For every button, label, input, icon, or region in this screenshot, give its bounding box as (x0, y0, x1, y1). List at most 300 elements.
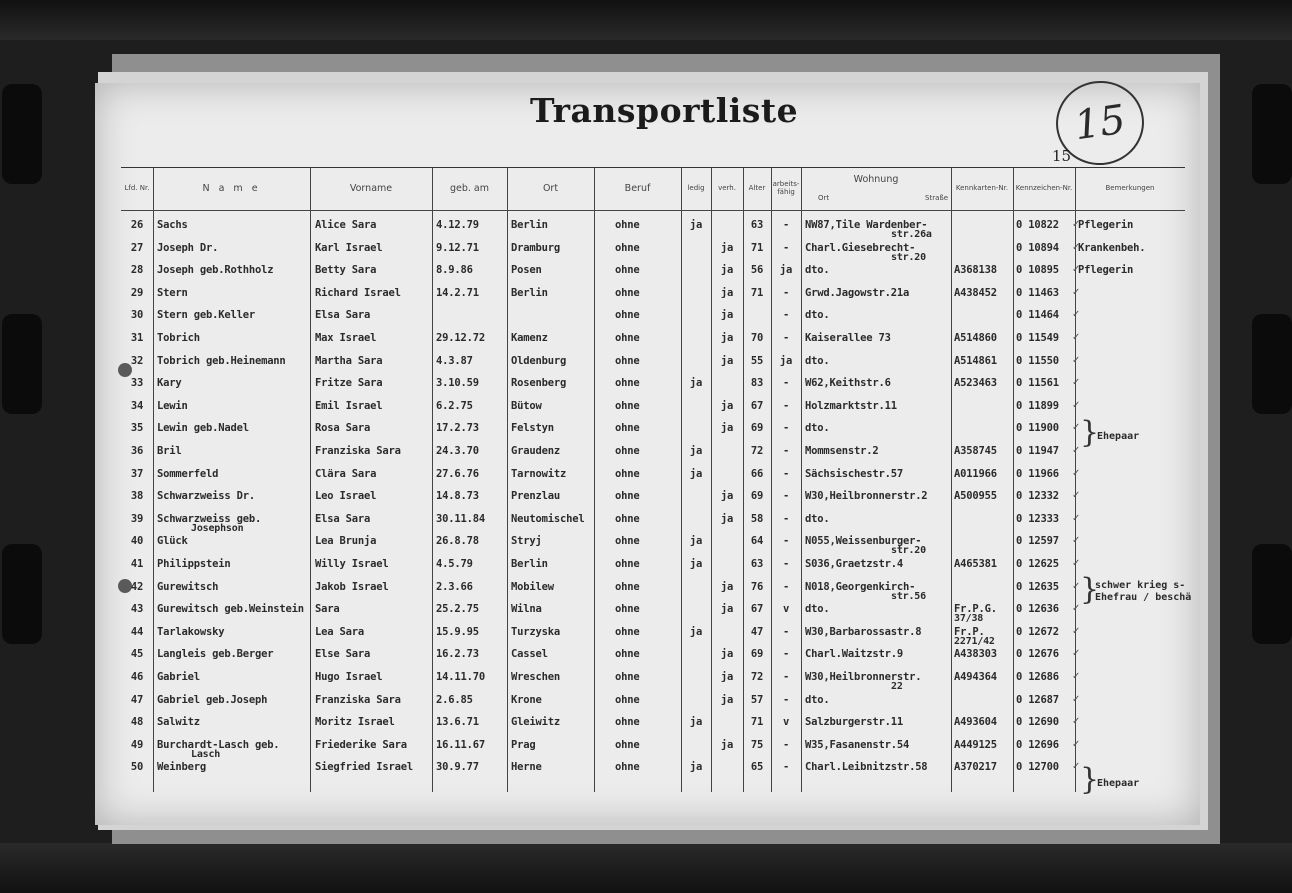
cell-ort: Neutomischel (511, 512, 585, 525)
cell-verh (711, 530, 743, 553)
cell-wohnung: W30,Barbarossastr.8 (805, 625, 922, 638)
cell-bem (1078, 463, 1185, 486)
table-row (121, 530, 1185, 557)
cell-wohnung2: str.26a (891, 229, 932, 240)
cell-kk (954, 304, 1013, 327)
cell-nr: 43 (130, 603, 144, 616)
cell-kz: 0 11463 (1016, 286, 1059, 299)
table-row (121, 282, 1185, 305)
cell-ort: Dramburg (511, 241, 560, 254)
cell-wohnung: dto. (805, 264, 830, 277)
cell-verh: ja (720, 286, 734, 299)
cell-ledig (681, 643, 711, 666)
cell-verh: ja (720, 422, 734, 435)
cell-name: Lewin geb.Nadel (157, 422, 249, 435)
cell-wohnung2: str.56 (891, 590, 926, 602)
cell-bem (1078, 372, 1185, 395)
header-arbeitsfaehig: arbeits-fähig (772, 180, 800, 196)
cell-wohnung: dto. (805, 693, 830, 706)
cell-name: Philippstein (157, 558, 231, 570)
cell-vorname: Hugo Israel (315, 671, 383, 683)
cell-wohnung: W30,Heilbronnerstr. (805, 671, 922, 683)
cell-ledig (681, 350, 711, 373)
cell-nr: 30 (130, 309, 144, 322)
cell-nr: 36 (130, 445, 144, 457)
cell-name: Lewin (157, 399, 188, 412)
cell-kz: 0 12686 (1016, 671, 1059, 683)
cell-name: Joseph Dr. (157, 241, 219, 254)
cell-af: - (782, 535, 790, 548)
check-tick-icon: ✓ (1072, 671, 1081, 682)
cell-kk (954, 530, 1013, 553)
header-name: N a m e (202, 182, 261, 194)
cell-vorname: Franziska Sara (315, 693, 401, 706)
sprocket-hole (1252, 314, 1292, 414)
cell-kk (954, 214, 1013, 237)
sprocket-hole (1252, 84, 1292, 184)
check-tick-icon: ✓ (1072, 286, 1081, 298)
check-tick-icon: ✓ (1072, 738, 1081, 750)
sprocket-hole (1252, 544, 1292, 644)
cell-kz: 0 11561 (1016, 377, 1059, 390)
cell-af: v (782, 716, 790, 729)
cell-ort: Gleiwitz (511, 716, 560, 729)
cell-ort: Mobilew (511, 580, 554, 593)
cell-verh: ja (720, 603, 734, 616)
cell-alter: 57 (750, 693, 764, 706)
cell-vorname: Sara (315, 603, 340, 616)
cell-nr: 41 (130, 558, 144, 570)
cell-name: Schwarzweiss Dr. (157, 490, 255, 503)
check-tick-icon: ✓ (1072, 467, 1081, 479)
cell-bem (1078, 304, 1185, 327)
cell-vorname: Else Sara (315, 648, 371, 661)
cell-vorname: Clära Sara (315, 467, 377, 480)
cell-kz: 0 11464 (1016, 309, 1059, 322)
cell-kk: A358745 (954, 445, 997, 457)
cell-name: Weinberg (157, 761, 206, 774)
cell-bem (1078, 689, 1185, 712)
cell-af: - (782, 219, 790, 231)
cell-kz: 0 12636 (1016, 603, 1059, 616)
cell-wohnung: N018,Georgenkirch- (805, 580, 916, 593)
cell-vorname: Emil Israel (315, 399, 383, 412)
header-ort: Ort (542, 182, 559, 194)
cell-ledig: ja (689, 445, 703, 457)
cell-geb: 3.10.59 (436, 377, 479, 390)
cell-verh (711, 372, 743, 395)
header-kennzeichen: Kennzeichen-Nr. (1015, 184, 1073, 193)
check-tick-icon: ✓ (1072, 535, 1081, 547)
cell-vorname: Friederike Sara (315, 738, 407, 751)
cell-beruf: ohne (615, 558, 640, 570)
cell-alter: 58 (750, 512, 764, 525)
sprocket-hole (2, 84, 42, 184)
cell-bem (1078, 395, 1185, 418)
bracket-note: schwer krieg s- (1095, 580, 1186, 591)
cell-alter: 69 (750, 490, 764, 503)
cell-bem (1078, 643, 1185, 666)
bracket-note: Ehepaar (1097, 431, 1140, 442)
cell-kk: A449125 (954, 738, 997, 751)
cell-ort: Posen (511, 264, 542, 277)
cell-kz: 0 12333 (1016, 512, 1059, 525)
cell-alter: 65 (750, 761, 764, 774)
cell-alter: 63 (750, 219, 764, 231)
cell-beruf: ohne (615, 309, 640, 322)
cell-beruf: ohne (615, 241, 640, 254)
check-tick-icon: ✓ (1072, 580, 1081, 592)
cell-geb: 4.3.87 (436, 354, 473, 367)
check-tick-icon: ✓ (1072, 445, 1081, 456)
cell-beruf: ohne (615, 603, 640, 616)
check-tick-icon: ✓ (1072, 648, 1081, 660)
cell-kk: A011966 (954, 467, 997, 480)
cell-af: - (782, 309, 790, 322)
cell-name: Joseph geb.Rothholz (157, 264, 274, 277)
header-wohnung-strasse: Straße (925, 194, 949, 202)
cell-nr: 39 (130, 512, 144, 525)
cell-nr: 47 (130, 693, 144, 706)
cell-nr: 37 (130, 467, 144, 480)
cell-ort: Turzyska (511, 625, 560, 638)
cell-wohnung: dto. (805, 309, 830, 322)
cell-kk: A465381 (954, 558, 997, 570)
cell-wohnung: Charl.Leibnitzstr.58 (805, 761, 928, 774)
check-tick-icon: ✓ (1072, 332, 1081, 343)
table-row (121, 666, 1185, 692)
cell-vorname: Max Israel (315, 332, 377, 344)
cell-beruf: ohne (615, 399, 640, 412)
bracket-note: Ehepaar (1097, 778, 1140, 789)
check-tick-icon: ✓ (1072, 399, 1081, 411)
cell-alter (743, 304, 771, 327)
cell-nr: 38 (130, 490, 144, 503)
cell-beruf: ohne (615, 671, 640, 683)
cell-name: Kary (157, 377, 182, 390)
film-strip-bottom (0, 843, 1292, 893)
table-row (121, 598, 1185, 625)
cell-nr: 27 (130, 241, 144, 254)
cell-kz: 0 10894 (1016, 241, 1059, 254)
header-vorname: Vorname (349, 182, 393, 194)
cell-geb: 14.11.70 (436, 671, 485, 683)
sprocket-hole (2, 544, 42, 644)
cell-bem (1078, 530, 1185, 553)
table-row (121, 214, 1185, 240)
check-tick-icon: ✓ (1072, 558, 1081, 569)
cell-kk (954, 237, 1013, 260)
cell-kz: 0 12635 (1016, 580, 1059, 593)
cell-vorname: Betty Sara (315, 264, 377, 277)
check-tick-icon: ✓ (1072, 264, 1081, 276)
cell-af: - (782, 580, 790, 593)
cell-alter: 71 (750, 286, 764, 299)
cell-beruf: ohne (615, 332, 640, 344)
cell-bem: Pflegerin (1078, 219, 1134, 231)
cell-vorname: Fritze Sara (315, 377, 383, 390)
header-kennkarten: Kennkarten-Nr. (955, 184, 1009, 193)
cell-wohnung: Salzburgerstr.11 (805, 716, 903, 729)
cell-bem (1078, 508, 1185, 531)
cell-verh (711, 214, 743, 237)
cell-ort: Wilna (511, 603, 542, 616)
cell-kz: 0 11549 (1016, 332, 1059, 344)
document-title: Transportliste (530, 91, 799, 130)
table-row (121, 350, 1185, 373)
cell-name: Tobrich geb.Heinemann (157, 354, 286, 367)
cell-geb: 16.2.73 (436, 648, 479, 661)
cell-af: - (782, 332, 790, 344)
cell-af: - (782, 399, 790, 412)
check-tick-icon: ✓ (1072, 512, 1081, 524)
table-row (121, 711, 1185, 734)
cell-af: - (782, 377, 790, 390)
cell-ledig (681, 417, 711, 440)
cell-bem (1078, 666, 1185, 689)
cell-geb: 24.3.70 (436, 445, 479, 457)
cell-wohnung: W62,Keithstr.6 (805, 377, 891, 390)
cell-wohnung: Kaiserallee 73 (805, 332, 891, 344)
cell-name: Gurewitsch geb.Weinstein (157, 603, 304, 616)
check-tick-icon: ✓ (1072, 761, 1081, 773)
cell-ledig (681, 485, 711, 508)
header-ledig: ledig (687, 184, 705, 193)
cell-ort: Cassel (511, 648, 548, 661)
cell-af: ja (779, 354, 793, 367)
cell-name: Stern geb.Keller (157, 309, 255, 322)
cell-name: Schwarzweiss geb. (157, 512, 262, 525)
cell-beruf: ohne (615, 354, 640, 367)
cell-nr: 32 (130, 354, 144, 367)
cell-bem (1078, 350, 1185, 373)
cell-ledig (681, 304, 711, 327)
cell-kz: 0 10895 (1016, 264, 1059, 277)
cell-nr: 35 (130, 422, 144, 435)
cell-bem (1078, 327, 1185, 350)
cell-kk (954, 689, 1013, 712)
header-divider (121, 210, 1185, 211)
cell-vorname: Lea Sara (315, 625, 364, 638)
cell-verh (711, 756, 743, 779)
header-bemerkungen: Bemerkungen (1105, 184, 1155, 193)
cell-vorname: Alice Sara (315, 219, 377, 231)
cell-ort: Berlin (511, 219, 548, 231)
cell-wohnung: S036,Graetzstr.4 (805, 558, 903, 570)
cell-alter: 64 (750, 535, 764, 548)
cell-nr: 34 (130, 399, 144, 412)
table-row (121, 463, 1185, 486)
check-tick-icon: ✓ (1072, 422, 1081, 434)
bracket-mark: } (1080, 572, 1100, 607)
cell-vorname: Willy Israel (315, 558, 389, 570)
cell-geb: 26.8.78 (436, 535, 479, 548)
cell-verh: ja (720, 580, 734, 593)
cell-verh (711, 463, 743, 486)
cell-geb: 30.9.77 (436, 761, 479, 774)
handwritten-page-number: 15 (1051, 75, 1150, 170)
cell-alter: 67 (750, 603, 764, 616)
check-tick-icon: ✓ (1072, 490, 1081, 502)
cell-verh: ja (720, 693, 734, 706)
cell-alter: 71 (750, 716, 764, 729)
cell-vorname: Franziska Sara (315, 445, 401, 457)
cell-ledig: ja (689, 558, 703, 570)
cell-geb: 14.2.71 (436, 286, 479, 299)
sprocket-hole (2, 314, 42, 414)
table-row (121, 395, 1185, 418)
cell-beruf: ohne (615, 625, 640, 638)
cell-kk: A514861 (954, 354, 997, 367)
cell-wohnung: Grwd.Jagowstr.21a (805, 286, 910, 299)
cell-wohnung2: str.20 (891, 251, 926, 263)
cell-beruf: ohne (615, 761, 640, 774)
cell-verh: ja (720, 399, 734, 412)
cell-wohnung: NW87,Tile Wardenber- (805, 219, 928, 231)
cell-kz: 0 12700 (1016, 761, 1059, 774)
cell-verh: ja (720, 264, 734, 277)
cell-name: Tobrich (157, 332, 200, 344)
cell-alter: 69 (750, 422, 764, 435)
cell-vorname: Rosa Sara (315, 422, 371, 435)
cell-wohnung: dto. (805, 422, 830, 435)
cell-geb: 2.3.66 (436, 580, 473, 593)
cell-af: - (782, 558, 790, 570)
cell-kk (954, 417, 1013, 440)
cell-ort: Stryj (511, 535, 542, 548)
table-row (121, 372, 1185, 395)
cell-af: - (782, 512, 790, 525)
cell-name: Gurewitsch (157, 580, 219, 593)
cell-verh: ja (720, 332, 734, 344)
header-beruf: Beruf (624, 182, 651, 194)
cell-ort: Wreschen (511, 671, 560, 683)
cell-ort: Bütow (511, 399, 542, 412)
cell-beruf: ohne (615, 286, 640, 299)
cell-geb: 13.6.71 (436, 716, 479, 729)
cell-geb: 6.2.75 (436, 399, 473, 412)
cell-alter: 75 (750, 738, 764, 751)
cell-kk: A370217 (954, 761, 997, 774)
cell-kk (954, 508, 1013, 531)
cell-af: - (782, 648, 790, 661)
cell-wohnung: W35,Fasanenstr.54 (805, 738, 910, 751)
cell-verh: ja (720, 738, 734, 751)
cell-af: - (782, 445, 790, 457)
cell-ledig (681, 689, 711, 712)
cell-ort: Berlin (511, 286, 548, 299)
cell-kz: 0 12597 (1016, 535, 1059, 548)
cell-alter: 66 (750, 467, 764, 480)
check-tick-icon: ✓ (1072, 603, 1081, 615)
cell-name: Gabriel geb.Joseph (157, 693, 268, 706)
cell-alter: 72 (750, 671, 764, 683)
cell-nr: 45 (130, 648, 144, 661)
cell-bem (1078, 734, 1185, 757)
cell-vorname: Martha Sara (315, 354, 383, 367)
cell-af: - (782, 422, 790, 435)
cell-vorname: Richard Israel (315, 286, 401, 299)
cell-vorname: Lea Brunja (315, 535, 377, 548)
cell-name2: Josephson (191, 522, 244, 534)
cell-ledig: ja (689, 377, 703, 390)
cell-alter: 47 (750, 625, 764, 638)
table-row (121, 689, 1185, 712)
cell-geb (436, 304, 507, 327)
table-row (121, 485, 1185, 508)
cell-verh (711, 440, 743, 463)
cell-kz: 0 11966 (1016, 467, 1059, 480)
cell-kz: 0 11550 (1016, 354, 1059, 367)
cell-geb: 29.12.72 (436, 332, 485, 344)
cell-kk: A523463 (954, 377, 997, 390)
cell-ledig (681, 666, 711, 689)
cell-name: Langleis geb.Berger (157, 648, 274, 661)
cell-name: Sachs (157, 219, 188, 231)
header-wohnung-ort: Ort (818, 194, 830, 202)
header-wohnung: Wohnung (853, 173, 899, 185)
cell-beruf: ohne (615, 716, 640, 729)
cell-kz: 0 12672 (1016, 625, 1059, 638)
cell-af: v (782, 603, 790, 616)
cell-kz: 0 11899 (1016, 399, 1059, 412)
cell-name: Burchardt-Lasch geb. (157, 738, 280, 751)
cell-wohnung: Charl.Waitzstr.9 (805, 648, 903, 661)
cell-name: Glück (157, 535, 188, 548)
table-row (121, 756, 1185, 779)
check-tick-icon: ✓ (1072, 309, 1081, 321)
cell-verh (711, 621, 743, 644)
cell-bem: Krankenbeh. (1078, 241, 1146, 254)
check-tick-icon: ✓ (1072, 625, 1081, 637)
cell-af: - (782, 241, 790, 254)
cell-beruf: ohne (615, 219, 640, 231)
cell-ort: Kamenz (511, 332, 548, 344)
cell-ort: Prag (511, 738, 536, 751)
table-row (121, 440, 1185, 463)
table-row (121, 643, 1185, 666)
cell-geb: 8.9.86 (436, 264, 473, 277)
cell-wohnung: Holzmarktstr.11 (805, 399, 897, 412)
cell-wohnung2: 22 (891, 681, 903, 692)
cell-bem (1078, 485, 1185, 508)
cell-wohnung: dto. (805, 512, 830, 525)
cell-ledig: ja (689, 761, 703, 774)
cell-nr: 46 (130, 671, 144, 683)
cell-wohnung: Charl.Giesebrecht- (805, 241, 916, 254)
cell-vorname: Leo Israel (315, 490, 377, 503)
cell-nr: 44 (130, 625, 144, 638)
cell-geb: 30.11.84 (436, 512, 485, 525)
cell-ledig: ja (689, 625, 703, 638)
cell-ledig (681, 395, 711, 418)
cell-ort: Oldenburg (511, 354, 567, 367)
table-row (121, 237, 1185, 263)
cell-kz: 0 12625 (1016, 558, 1059, 570)
cell-nr: 48 (130, 716, 144, 729)
cell-beruf: ohne (615, 693, 640, 706)
cell-verh (711, 553, 743, 576)
cell-wohnung: Sächsischestr.57 (805, 467, 903, 480)
cell-kk: A514860 (954, 332, 997, 344)
cell-ort: Rosenberg (511, 377, 567, 390)
cell-geb: 16.11.67 (436, 738, 485, 751)
cell-kk: A368138 (954, 264, 997, 277)
table-row (121, 576, 1185, 602)
cell-af: - (782, 693, 790, 706)
cell-ort: Tarnowitz (511, 467, 567, 480)
cell-beruf: ohne (615, 580, 640, 593)
